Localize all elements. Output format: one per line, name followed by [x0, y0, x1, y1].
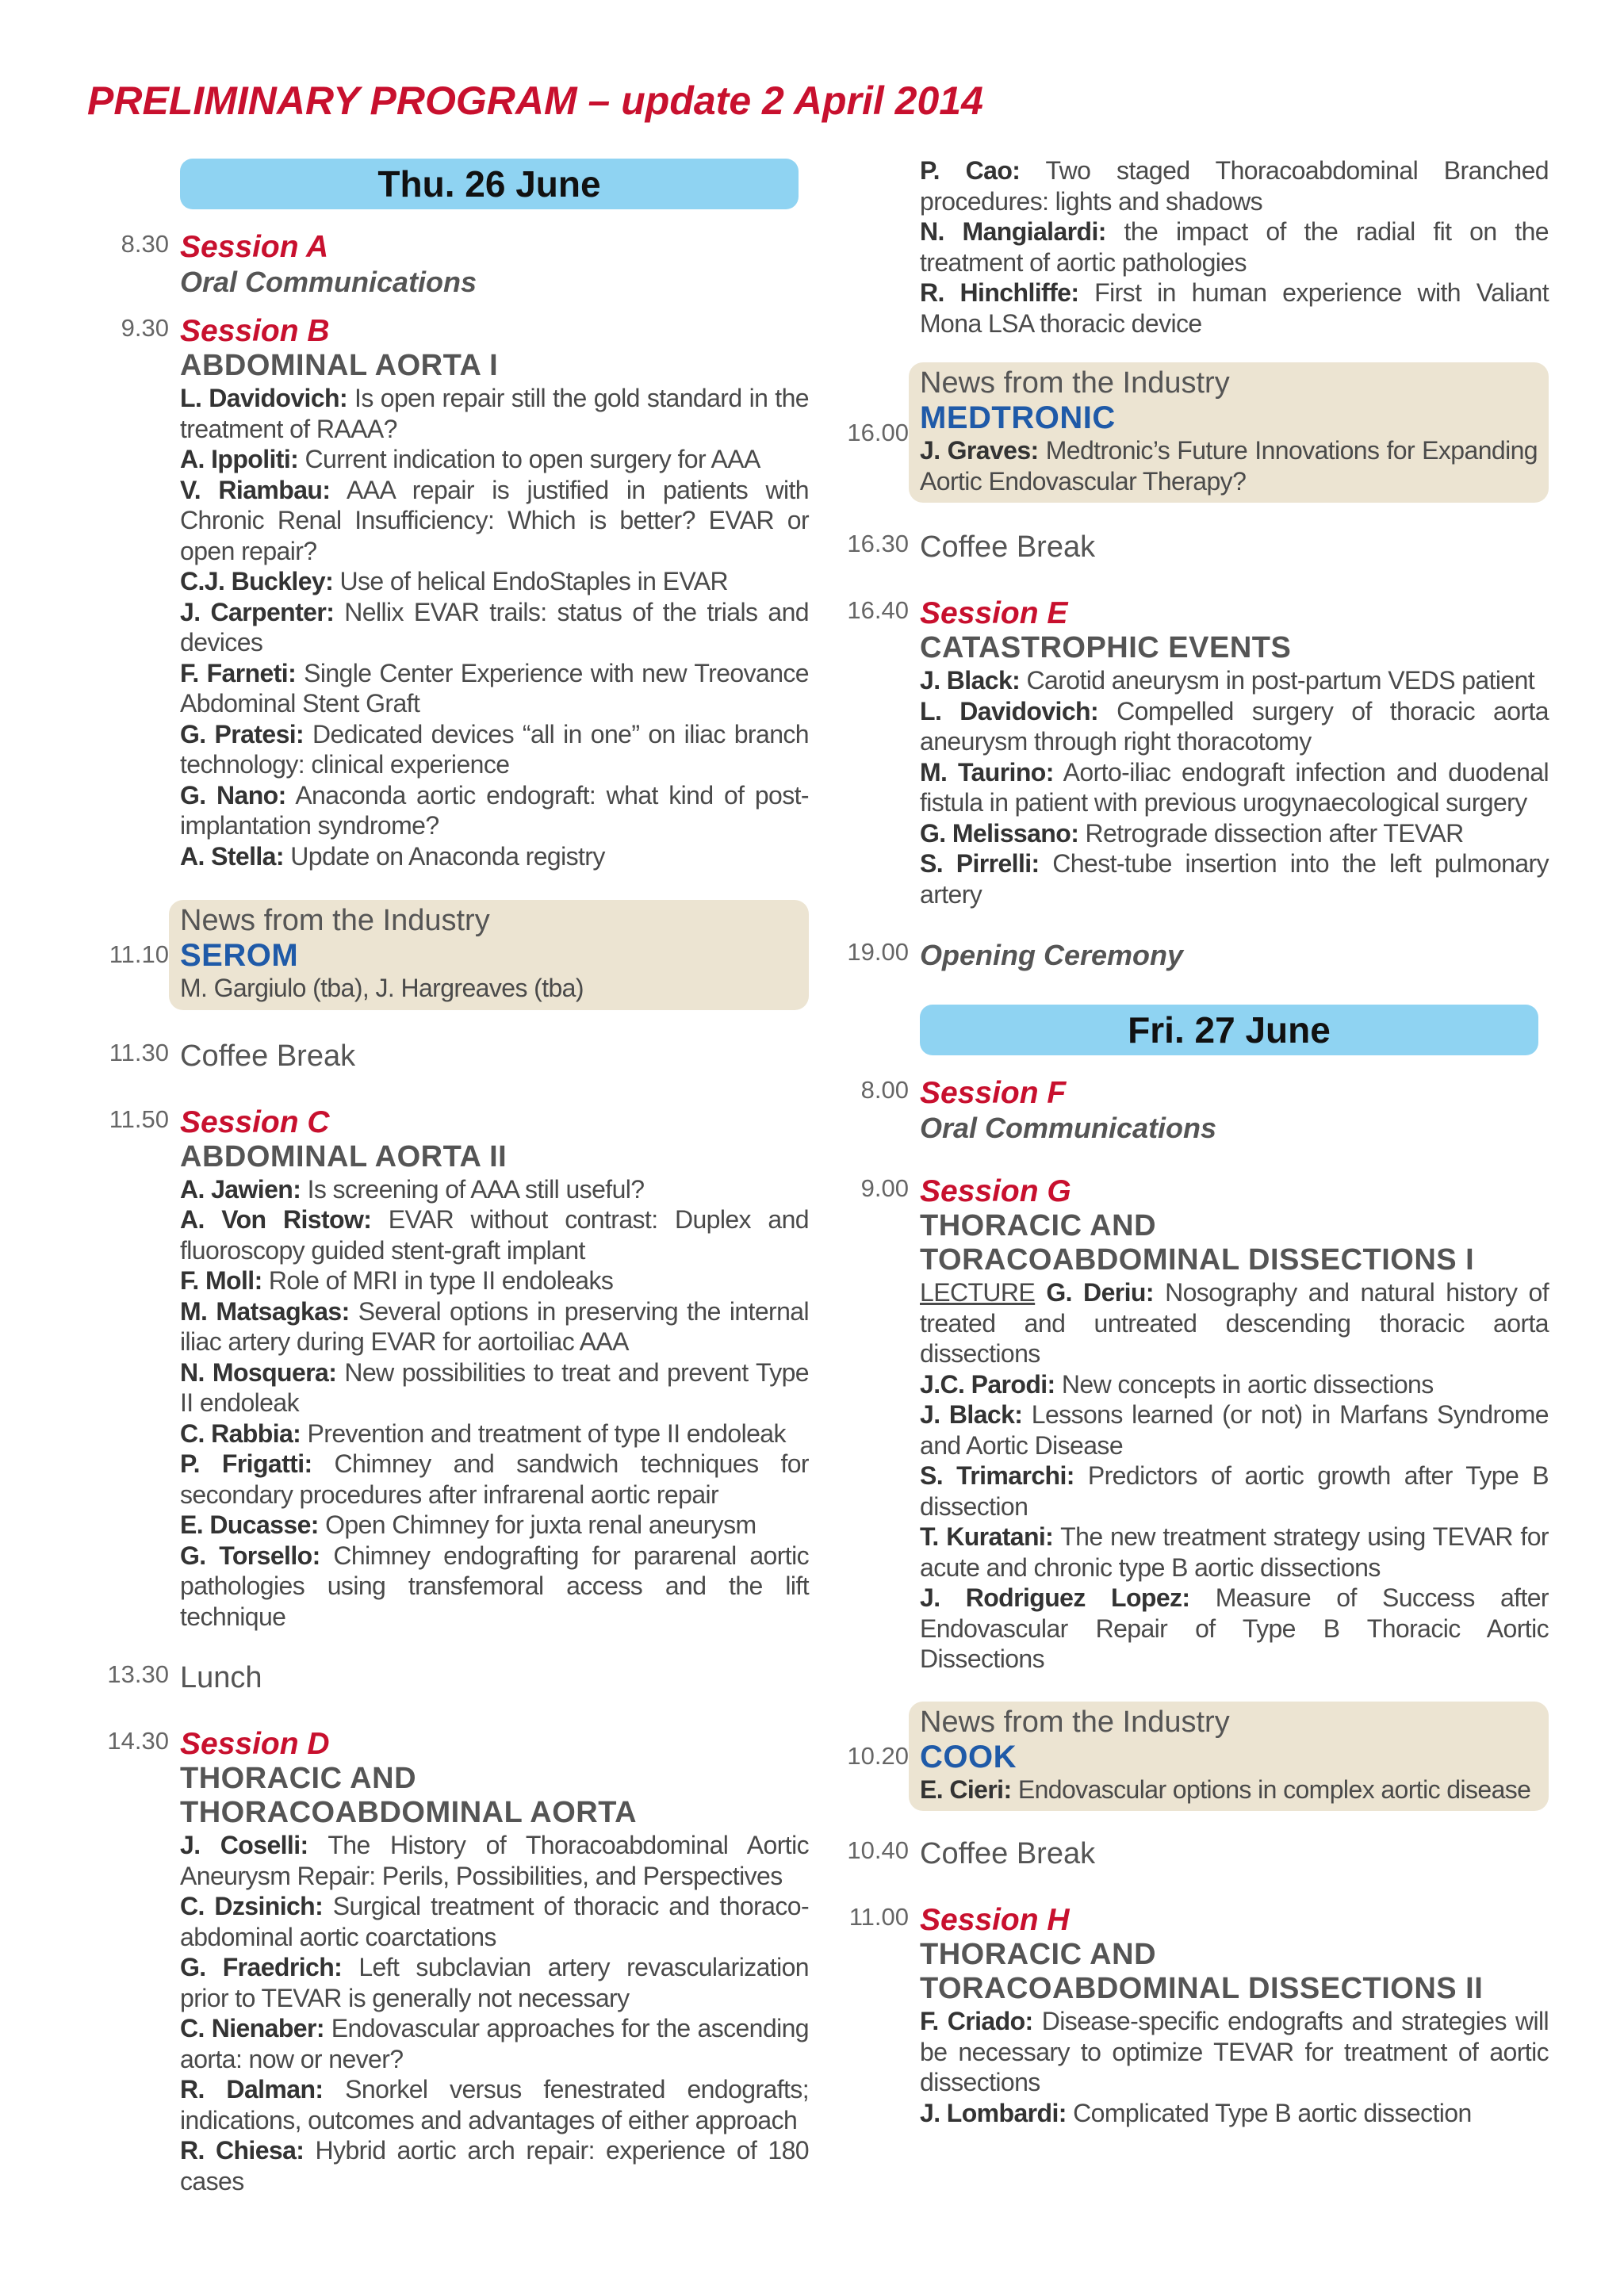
talk-title: Current indication to open surgery for AAA — [304, 445, 760, 473]
talk-speaker: G. Fraedrich: — [180, 1953, 343, 1981]
break-label: Lunch — [180, 1661, 262, 1694]
session-title: Session C — [180, 1104, 330, 1139]
session-time: 10.40 — [847, 1836, 909, 1864]
talk-speaker: A. Von Ristow: — [180, 1205, 372, 1234]
session-time: 8.00 — [860, 1076, 909, 1104]
session-track: THORACIC AND — [920, 1209, 1157, 1242]
talk-speaker: M. Matsagkas: — [180, 1296, 350, 1326]
talk-speaker: J.C. Parodi: — [920, 1369, 1055, 1399]
talk-item — [920, 1399, 1549, 1460]
talk-item — [920, 757, 1549, 818]
talk-title: Single Center Experience with new Treovance Abdominal Stent Graft — [180, 658, 809, 718]
session-title: Session H — [920, 1903, 1070, 1937]
talk-item — [180, 719, 809, 780]
talk-item — [180, 444, 809, 475]
session-track: Oral Communications — [180, 266, 477, 298]
session-d-block — [91, 1727, 809, 2196]
talk-speaker: G. Pratesi: — [180, 719, 304, 748]
industry-box — [169, 900, 809, 1010]
session-time: 16.00 — [847, 418, 909, 446]
session-c-block — [91, 1105, 809, 1633]
talk-item — [180, 1541, 809, 1633]
talk-title: Disease-specific endografts and strategies will be necessary to optimize TEVAR for treatment of aortic dissections — [920, 2007, 1549, 2096]
industry-speakers: M. Gargiulo (tba), J. Hargreaves (tba) — [180, 974, 584, 1002]
session-time: 9.00 — [860, 1174, 909, 1202]
talk-title: AAA repair is justified in patients with Chronic Renal Insufficiency: Which is better? EVAR or open repair? — [180, 475, 809, 565]
session-title: Session D — [180, 1727, 330, 1761]
session-time: 11.50 — [109, 1104, 169, 1133]
talk-title: Prevention and treatment of type II endoleak — [307, 1418, 786, 1448]
talk-item — [920, 1774, 1538, 1805]
talk-title: Several options in preserving the internal iliac artery during EVAR for aortoiliac AAA — [180, 1296, 809, 1356]
day-header-thursday: Thu. 26 June — [180, 159, 799, 209]
talk-title: Aorto-iliac endograft infection and duodenal fistula in patient with previous urogynaecological surgery — [920, 757, 1549, 817]
session-time: 10.20 — [847, 1741, 909, 1770]
talk-speaker: J. Carpenter: — [180, 597, 335, 626]
talk-item — [180, 1296, 809, 1357]
talk-item — [920, 1369, 1549, 1400]
talk-title: Retrograde dissection after TEVAR — [1085, 818, 1464, 848]
industry-label: News from the Industry — [920, 366, 1230, 400]
talk-speaker: L. Davidovich: — [180, 384, 348, 412]
industry-label: News from the Industry — [920, 1705, 1230, 1739]
talk-item — [920, 435, 1538, 496]
session-time: 14.30 — [107, 1727, 169, 1755]
industry-box — [909, 1702, 1549, 1812]
ceremony-label: Opening Ceremony — [920, 939, 1184, 971]
session-time: 8.30 — [121, 230, 169, 258]
lecture-tag: LECTURE — [920, 1278, 1036, 1307]
talk-title: Nosography and natural history of treated and untreated descending thoracic aorta dissections — [920, 1278, 1549, 1368]
talk-title: The new treatment strategy using TEVAR for acute and chronic type B aortic dissections — [920, 1522, 1549, 1582]
session-title: Session A — [180, 230, 329, 264]
talk-title: Chimney and sandwich techniques for secondary procedures after infrarenal aortic repair — [180, 1449, 809, 1509]
talk-title: Use of helical EndoStaples in EVAR — [339, 567, 728, 595]
talk-item — [180, 1510, 809, 1541]
talk-title: Carotid aneurysm in post-partum VEDS patient — [1026, 666, 1535, 695]
talk-title: Open Chimney for juxta renal aneurysm — [325, 1510, 756, 1539]
talk-speaker: C. Dzsinich: — [180, 1892, 324, 1920]
talk-item — [180, 658, 809, 719]
talk-speaker: R. Dalman: — [180, 2075, 324, 2104]
session-title: Session G — [920, 1174, 1071, 1208]
talk-speaker: A. Jawien: — [180, 1174, 301, 1204]
talk-speaker: R. Chiesa: — [180, 2136, 304, 2165]
session-d-continued-block — [831, 155, 1549, 339]
talk-speaker: F. Farneti: — [180, 658, 297, 687]
talk-speaker: J. Black: — [920, 666, 1021, 695]
talk-item — [180, 1418, 809, 1449]
talk-speaker: V. Riambau: — [180, 475, 331, 504]
talk-speaker: A. Ippoliti: — [180, 445, 299, 473]
talk-title: the impact of the radial fit on the treatment of aortic pathologies — [920, 217, 1549, 277]
talk-item — [180, 780, 809, 841]
talk-speaker: L. Davidovich: — [920, 696, 1099, 725]
session-track: ABDOMINAL AORTA I — [180, 349, 499, 382]
talk-item — [180, 383, 809, 444]
talk-item — [920, 665, 1549, 696]
talk-item — [180, 2013, 809, 2074]
session-track: Oral Communications — [920, 1112, 1217, 1144]
industry-medtronic-block — [831, 362, 1549, 503]
page-title: PRELIMINARY PROGRAM – update 2 April 2014 — [87, 78, 983, 123]
talk-item — [920, 1583, 1549, 1675]
talk-item — [180, 1830, 809, 1891]
talk-speaker: J. Rodriguez Lopez: — [920, 1583, 1190, 1612]
talk-title: EVAR without contrast: Duplex and fluoroscopy guided stent-graft implant — [180, 1205, 809, 1265]
talk-item — [920, 2006, 1549, 2098]
talk-speaker: E. Cieri: — [920, 1774, 1012, 1804]
talk-item — [180, 1952, 809, 2013]
talk-title: Role of MRI in type II endoleaks — [268, 1266, 614, 1295]
talk-speaker: S. Pirrelli: — [920, 849, 1040, 878]
talk-item — [920, 1277, 1549, 1369]
talk-title: Complicated Type B aortic dissection — [1073, 2098, 1472, 2127]
talk-item — [180, 597, 809, 658]
talk-item — [920, 696, 1549, 757]
talk-speaker: G. Melissano: — [920, 818, 1079, 848]
talk-speaker: F. Criado: — [920, 2007, 1033, 2035]
coffee-break-block — [91, 1039, 809, 1074]
talk-speaker: N. Mangialardi: — [920, 217, 1106, 246]
session-track: CATASTROPHIC EVENTS — [920, 631, 1292, 664]
talk-item — [180, 1891, 809, 1952]
opening-ceremony-block — [831, 938, 1549, 973]
talk-speaker: P. Cao: — [920, 156, 1021, 185]
talk-speaker: T. Kuratani: — [920, 1522, 1054, 1551]
talk-title: Dedicated devices “all in one” on iliac branch technology: clinical experience — [180, 719, 809, 779]
talk-title: Lessons learned (or not) in Marfans Syndrome and Aortic Disease — [920, 1400, 1549, 1460]
talk-speaker: A. Stella: — [180, 841, 284, 871]
coffee-break-block — [831, 530, 1549, 565]
session-h-block — [831, 1903, 1549, 2128]
day-header-friday: Fri. 27 June — [920, 1005, 1538, 1055]
talk-title: Nellix EVAR trails: status of the trials and devices — [180, 597, 809, 657]
talk-speaker: G. Deriu: — [1046, 1278, 1154, 1307]
talk-title: Is screening of AAA still useful? — [307, 1174, 645, 1204]
talk-item — [180, 1204, 809, 1265]
talk-title: Medtronic’s Future Innovations for Expanding Aortic Endovascular Therapy? — [920, 436, 1538, 496]
talk-title: New possibilities to treat and prevent Type II endoleak — [180, 1357, 809, 1417]
talk-title: The History of Thoracoabdominal Aortic Aneurysm Repair: Perils, Possibilities, and Perspectives — [180, 1831, 810, 1890]
session-track: THORACOABDOMINAL AORTA — [180, 1796, 638, 1829]
talk-title: Surgical treatment of thoracic and thoraco-abdominal aortic coarctations — [180, 1892, 809, 1951]
talk-speaker: J. Graves: — [920, 436, 1039, 465]
talk-title: Left subclavian artery revascularization prior to TEVAR is generally not necessary — [180, 1953, 809, 2012]
talk-title: Predictors of aortic growth after Type B dissection — [920, 1461, 1549, 1521]
session-time: 11.30 — [109, 1038, 169, 1066]
talk-item — [180, 1449, 809, 1510]
talk-speaker: S. Trimarchi: — [920, 1461, 1074, 1490]
talk-item — [180, 566, 809, 597]
talk-title: Chest-tube insertion into the left pulmonary artery — [920, 849, 1549, 909]
talk-speaker: G. Nano: — [180, 780, 286, 810]
session-time: 11.10 — [109, 940, 169, 969]
session-f-block — [831, 1076, 1549, 1146]
session-title: Session F — [920, 1076, 1067, 1110]
industry-cook-block — [831, 1702, 1549, 1812]
session-time: 16.40 — [847, 596, 909, 624]
industry-company: SEROM — [180, 938, 299, 973]
talk-speaker: F. Moll: — [180, 1266, 262, 1295]
industry-company: COOK — [920, 1739, 1017, 1774]
talk-title: Chimney endografting for pararenal aortic pathologies using transfemoral access and the lift technique — [180, 1541, 809, 1631]
talk-item — [920, 818, 1549, 849]
session-track: TORACOABDOMINAL DISSECTIONS I — [920, 1243, 1475, 1277]
talk-item — [180, 1174, 809, 1205]
session-time: 19.00 — [847, 938, 909, 966]
talk-speaker: C. Nienaber: — [180, 2014, 324, 2042]
session-track: ABDOMINAL AORTA II — [180, 1139, 508, 1173]
left-column — [91, 159, 809, 2196]
session-track: TORACOABDOMINAL DISSECTIONS II — [920, 1972, 1484, 2005]
session-track: THORACIC AND — [180, 1762, 417, 1795]
talk-item — [920, 155, 1549, 216]
talk-speaker: E. Ducasse: — [180, 1510, 319, 1539]
talk-title: Compelled surgery of thoracic aorta aneurysm through right thoracotomy — [920, 696, 1549, 756]
industry-box — [909, 362, 1549, 503]
coffee-break-block — [831, 1836, 1549, 1871]
talk-item — [180, 1357, 809, 1418]
talk-speaker: P. Frigatti: — [180, 1449, 312, 1478]
talk-title: Anaconda aortic endograft: what kind of post-implantation syndrome? — [180, 780, 809, 840]
session-time: 11.00 — [848, 1903, 909, 1931]
talk-title: Two staged Thoracoabdominal Branched procedures: lights and shadows — [920, 156, 1549, 216]
break-label: Coffee Break — [180, 1039, 356, 1073]
break-label: Coffee Break — [920, 530, 1096, 564]
session-time: 13.30 — [107, 1660, 169, 1688]
talk-item — [920, 848, 1549, 909]
talk-speaker: J. Coselli: — [180, 1831, 308, 1859]
talk-speaker: J. Black: — [920, 1400, 1023, 1429]
lunch-block — [91, 1660, 809, 1695]
talk-item — [920, 1460, 1549, 1522]
talk-speaker: J. Lombardi: — [920, 2098, 1067, 2127]
talk-item — [920, 2098, 1549, 2129]
talk-title: New concepts in aortic dissections — [1061, 1369, 1434, 1399]
session-a-block — [91, 230, 809, 300]
session-track: THORACIC AND — [920, 1938, 1157, 1971]
talk-title: Update on Anaconda registry — [290, 841, 605, 871]
talk-speaker: N. Mosquera: — [180, 1357, 337, 1387]
talk-item — [180, 475, 809, 567]
industry-label: News from the Industry — [180, 904, 490, 937]
talk-item — [180, 2074, 809, 2135]
talk-title: Is open repair still the gold standard in the treatment of RAAA? — [180, 384, 809, 443]
session-title: Session B — [180, 314, 330, 348]
talk-item — [920, 1522, 1549, 1583]
session-title: Session E — [920, 596, 1068, 630]
talk-title: Measure of Success after Endovascular Repair of Type B Thoracic Aortic Dissections — [920, 1583, 1549, 1673]
talk-title: Hybrid aortic arch repair: experience of 180 cases — [180, 2136, 809, 2196]
talk-title: Endovascular approaches for the ascending aorta: now or never? — [180, 2014, 809, 2073]
right-column — [831, 155, 1549, 2128]
talk-item — [180, 2135, 809, 2196]
talk-title: Endovascular options in complex aortic disease — [1017, 1774, 1531, 1804]
session-time: 9.30 — [121, 314, 169, 342]
session-e-block — [831, 596, 1549, 909]
talk-speaker: C. Rabbia: — [180, 1418, 301, 1448]
industry-serom-block — [91, 900, 809, 1010]
talk-item — [920, 216, 1549, 278]
talk-title: Snorkel versus fenestrated endografts; indications, outcomes and advantages of either approach — [180, 2075, 809, 2134]
talk-speaker: M. Taurino: — [920, 757, 1054, 787]
talk-speaker: R. Hinchliffe: — [920, 278, 1079, 307]
talk-item — [180, 841, 809, 872]
industry-company: MEDTRONIC — [920, 400, 1116, 435]
talk-item — [180, 1265, 809, 1296]
session-g-block — [831, 1174, 1549, 1675]
session-time: 16.30 — [847, 530, 909, 557]
session-b-block — [91, 314, 809, 871]
break-label: Coffee Break — [920, 1837, 1096, 1870]
talk-title: First in human experience with Valiant Mona LSA thoracic device — [920, 278, 1549, 338]
talk-speaker: C.J. Buckley: — [180, 567, 334, 595]
talk-speaker: G. Torsello: — [180, 1541, 320, 1570]
talk-item — [920, 278, 1549, 339]
